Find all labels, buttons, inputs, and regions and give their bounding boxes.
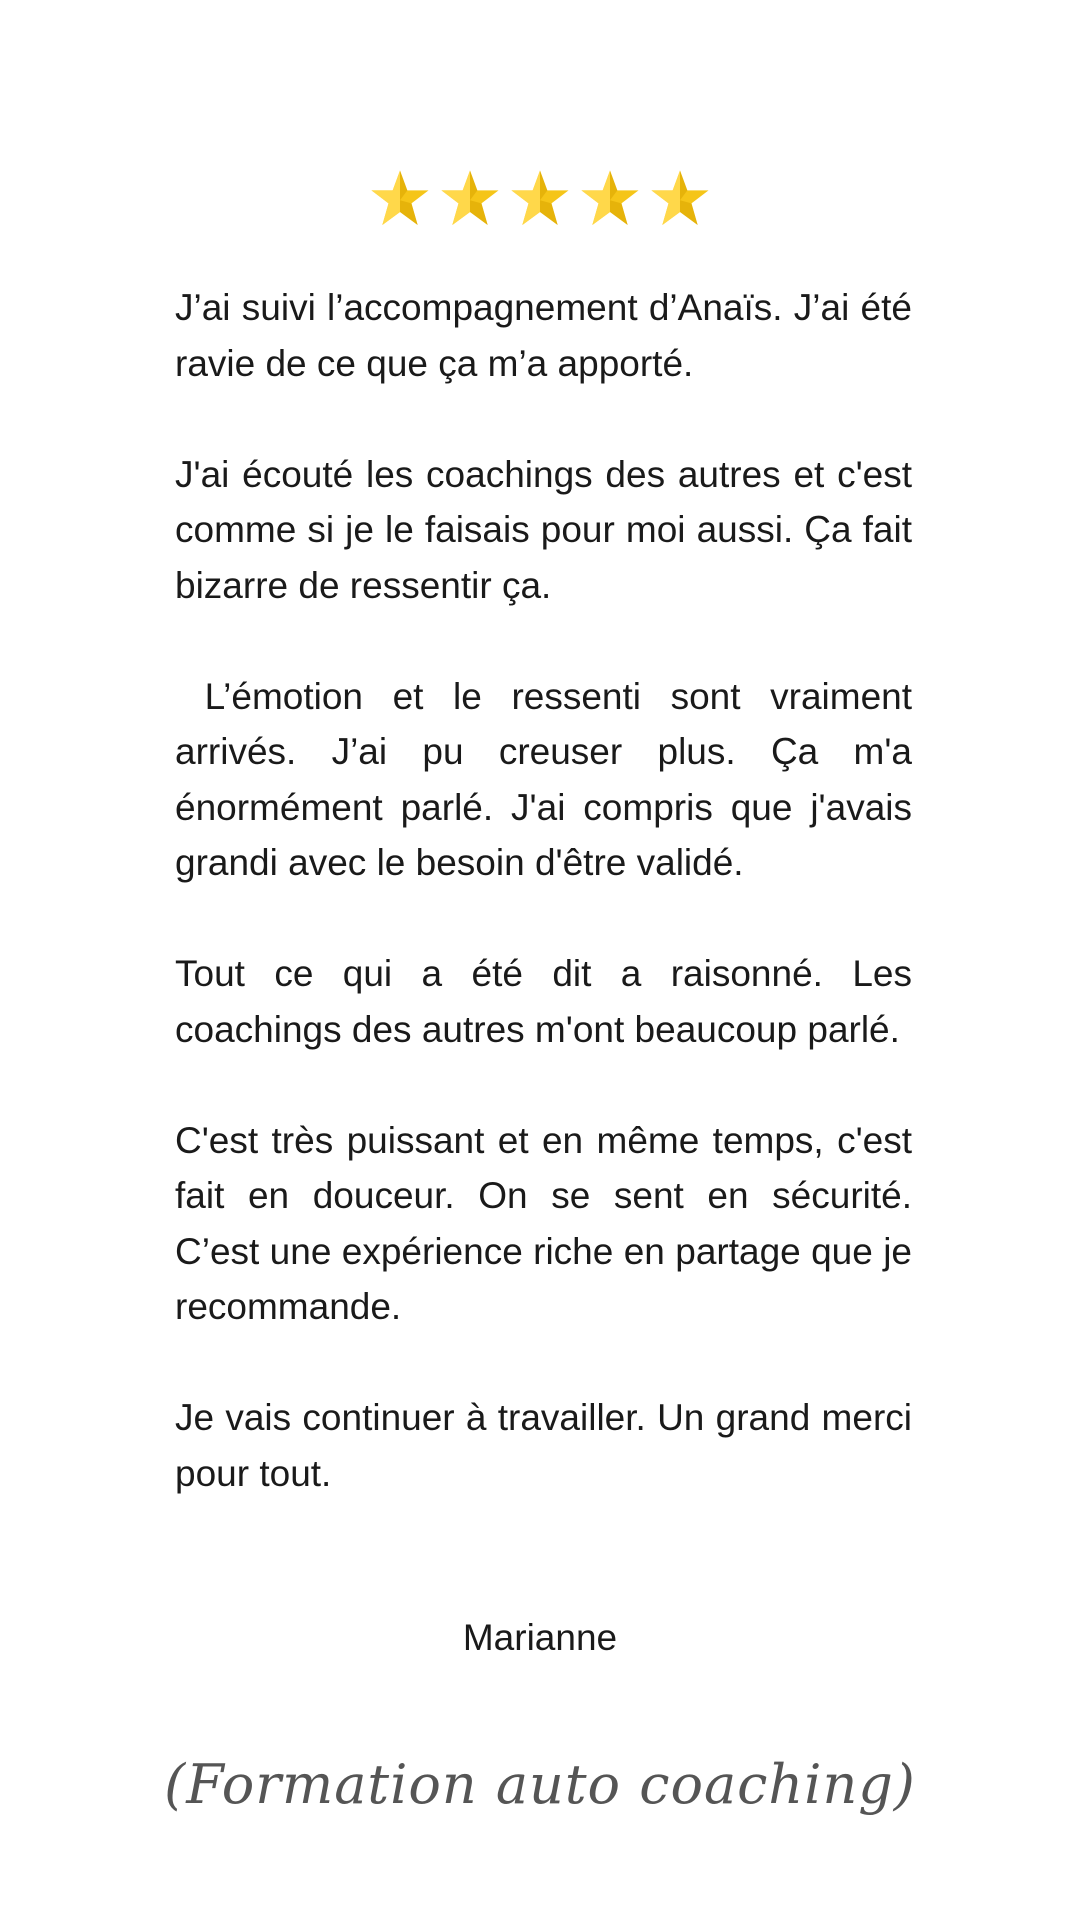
testimonial-paragraph: Je vais continuer à travailler. Un grand merci pour tout. bbox=[175, 1397, 912, 1494]
star-icon bbox=[439, 168, 501, 230]
star-icon bbox=[649, 168, 711, 230]
star-icon bbox=[509, 168, 571, 230]
author-name: Marianne bbox=[462, 1617, 618, 1658]
testimonial-paragraph: J'ai écouté les coachings des autres et c'est comme si je le faisais pour moi aussi. Ça fait bizarre de ressentir ça. bbox=[175, 453, 912, 606]
testimonial-paragraph: L’émotion et le ressenti sont vraiment arrivés. J’ai pu creuser plus. Ça m'a énormément parlé. J'ai compris que j'avais grandi avec le besoin d'être validé. bbox=[175, 675, 923, 883]
star-icon bbox=[579, 168, 641, 230]
testimonial-paragraph: C'est très puissant et en même temps, c'est fait en douceur. On se sent en sécurité. C’est une expérience riche en partage que je recommande. bbox=[175, 1119, 912, 1327]
star-icon bbox=[369, 168, 431, 230]
testimonial-paragraph: J’ai suivi l’accompagnement d’Anaïs. J’ai été ravie de ce que ça m’a apporté. bbox=[175, 287, 912, 384]
testimonial-paragraph: Tout ce qui a été dit a raisonné. Les coachings des autres m'ont beaucoup parlé. bbox=[175, 953, 912, 1050]
star-rating bbox=[0, 168, 1080, 230]
program-name: (Formation auto coaching) bbox=[164, 1753, 916, 1816]
testimonial-body bbox=[175, 280, 923, 1501]
